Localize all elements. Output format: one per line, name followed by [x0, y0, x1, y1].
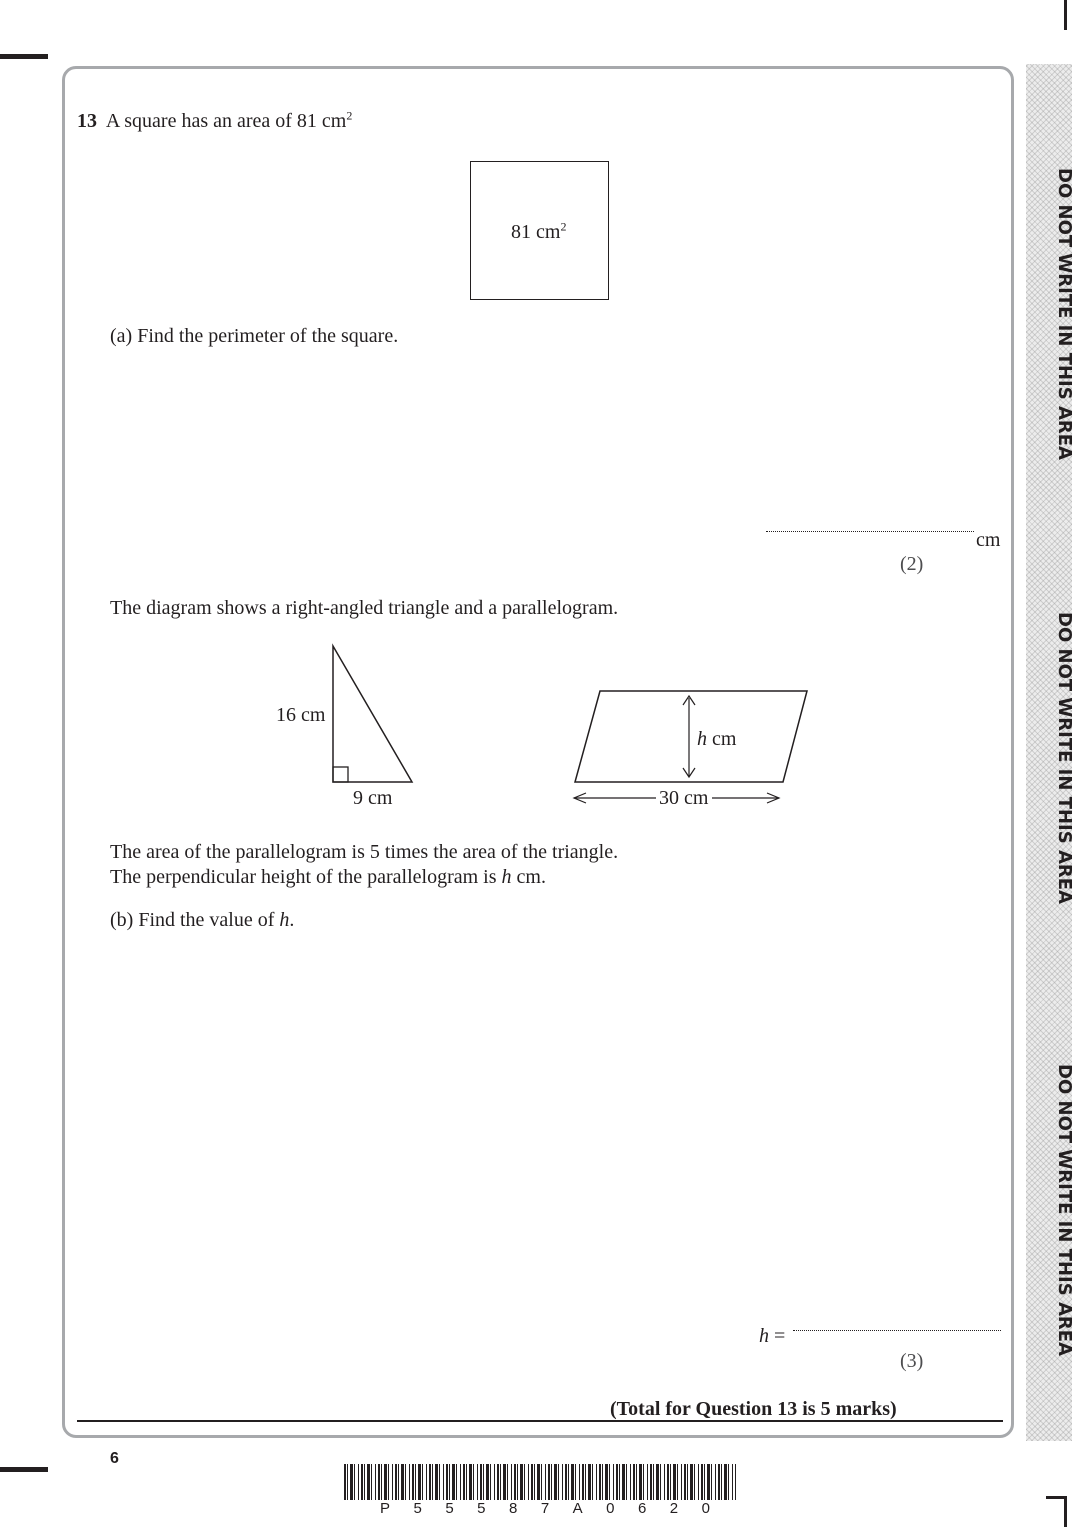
no-write-label-2: DO NOT WRITE IN THIS AREA — [1054, 612, 1075, 904]
para-base-label: 30 cm — [659, 787, 709, 809]
statement-1: The area of the parallelogram is 5 times the area of the triangle. — [110, 841, 619, 863]
no-write-strip — [1026, 64, 1075, 1441]
diagram-intro: The diagram shows a right-angled triangle and a parallelogram. — [110, 597, 619, 619]
margin-mark-bottom — [0, 1467, 48, 1472]
answer-a-unit: cm — [976, 529, 1001, 551]
right-angle-marker — [333, 767, 348, 782]
question-intro-sup: 2 — [346, 108, 353, 123]
right-triangle — [333, 646, 412, 782]
square-label: 81 $cm^2$ — [511, 219, 567, 243]
no-write-label-1: DO NOT WRITE IN THIS AREA — [1054, 168, 1075, 460]
parallelogram — [575, 691, 807, 782]
no-write-label-3: DO NOT WRITE IN THIS AREA — [1054, 1064, 1075, 1356]
total-underline — [77, 1420, 1003, 1422]
corner-mark-top — [1064, 0, 1067, 30]
statement-2: The perpendicular height of the parallelogram is h cm. — [110, 866, 546, 888]
part-a-prompt: (a) Find the perimeter of the square. — [110, 325, 399, 347]
answer-b-label: h = — [759, 1325, 786, 1347]
triangle-height-label: 16 cm — [276, 704, 326, 726]
part-b-prompt: (b) Find the value of h. — [110, 909, 295, 931]
question-intro: A square has an area of 81 cm — [105, 110, 347, 132]
corner-mark-bottom — [1064, 1496, 1067, 1527]
page-number: 6 — [110, 1450, 119, 1467]
triangle-base-label: 9 cm — [353, 787, 393, 809]
question-number: 13 — [77, 110, 97, 132]
para-height-label: h cm — [697, 728, 737, 750]
barcode-text: P 5 5 5 8 7 A 0 6 2 0 — [380, 1500, 710, 1517]
marks-a: (2) — [900, 553, 924, 575]
corner-mark-bottom-h — [1046, 1496, 1067, 1499]
question-total: (Total for Question 13 is 5 marks) — [610, 1398, 897, 1420]
marks-b: (3) — [900, 1350, 924, 1372]
answer-b-line[interactable] — [793, 1330, 1001, 1331]
barcode — [344, 1464, 736, 1500]
